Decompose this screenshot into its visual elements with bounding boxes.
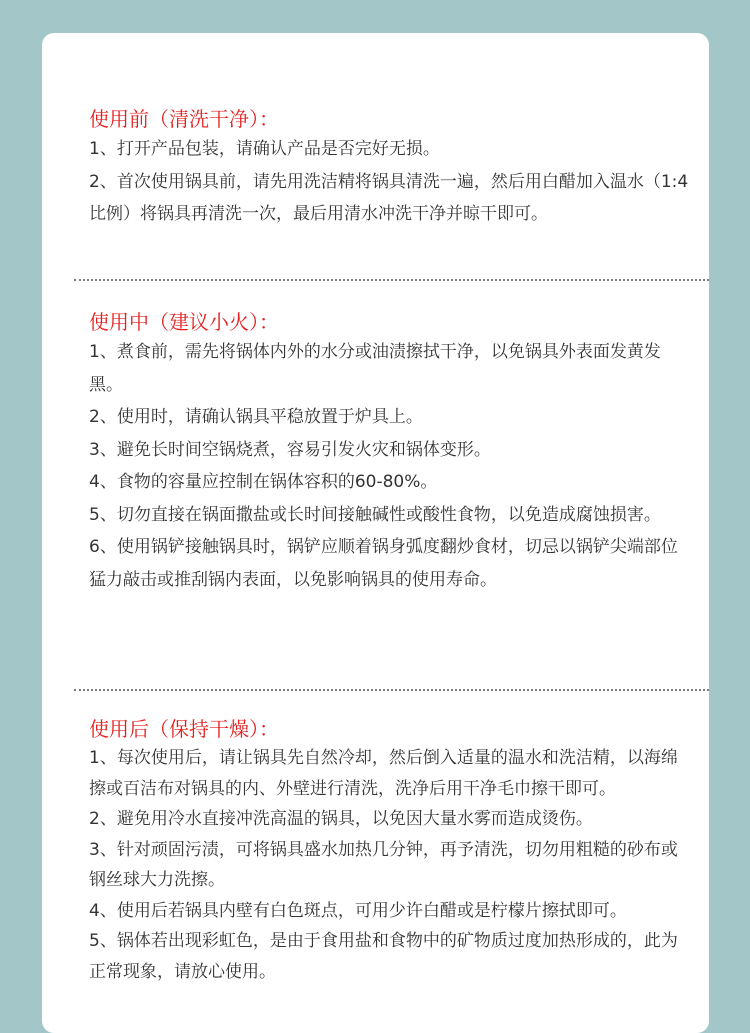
list-item: 3、避免长时间空锅烧煮，容易引发火灾和锅体变形。 — [89, 439, 491, 460]
section-title: 使用后（保持干燥）： — [89, 717, 279, 741]
dotted-divider — [74, 279, 709, 281]
dotted-divider — [74, 689, 709, 691]
list-item: 4、使用后若锅具内壁有白色斑点，可用少许白醋或是柠檬片擦拭即可。 — [89, 900, 627, 921]
list-item: 2、避免用冷水直接冲洗高温的锅具，以免因大量水雾而造成烫伤。 — [89, 809, 593, 829]
list-item: 1、打开产品包装，请确认产品是否完好无损。 — [89, 139, 440, 159]
list-item: 4、食物的容量应控制在锅体容积的60-80%。 — [89, 472, 438, 492]
list-item: 2、使用时，请确认锅具平稳放置于炉具上。 — [89, 407, 423, 427]
list-item: 5、锅体若出现彩虹色，是由于食用盐和食物中的矿物质过度加热形成的，此为正常现象，请放心使用。 — [89, 931, 678, 982]
list-item: 3、针对顽固污渍，可将锅具盛水加热几分钟，再予清洗，切勿用粗糙的砂布或钢丝球大力洗擦。 — [89, 839, 678, 890]
section-before-use — [89, 105, 689, 231]
section-during-use — [89, 308, 689, 596]
list-item: 1、煮食前，需先将锅体内外的水分或油渍擦拭干净，以免锅具外表面发黄发黑。 — [89, 342, 661, 395]
list-item: 1、每次使用后，请让锅具先自然冷却，然后倒入适量的温水和洗洁精，以海绵擦或百洁布对锅具的内、外壁进行清洗，洗净后用干净毛巾擦干即可。 — [89, 748, 678, 799]
section-after-use — [89, 715, 689, 987]
list-item: 5、切勿直接在锅面撒盐或长时间接触碱性或酸性食物，以免造成腐蚀损害。 — [89, 504, 661, 525]
section-title: 使用中（建议小火）： — [89, 310, 279, 334]
list-item: 6、使用锅铲接触锅具时，锅铲应顺着锅身弧度翻炒食材，切忌以锅铲尖端部位猛力敲击或推刮锅内表面，以免影响锅具的使用寿命。 — [89, 537, 678, 590]
instructions-card — [42, 33, 709, 1033]
list-item: 2、首次使用锅具前，请先用洗洁精将锅具清洗一遍，然后用白醋加入温水（1:4比例）将锅具再清洗一次，最后用清水冲洗干净并晾干即可。 — [89, 171, 689, 224]
section-title: 使用前（清洗干净）： — [89, 107, 279, 131]
